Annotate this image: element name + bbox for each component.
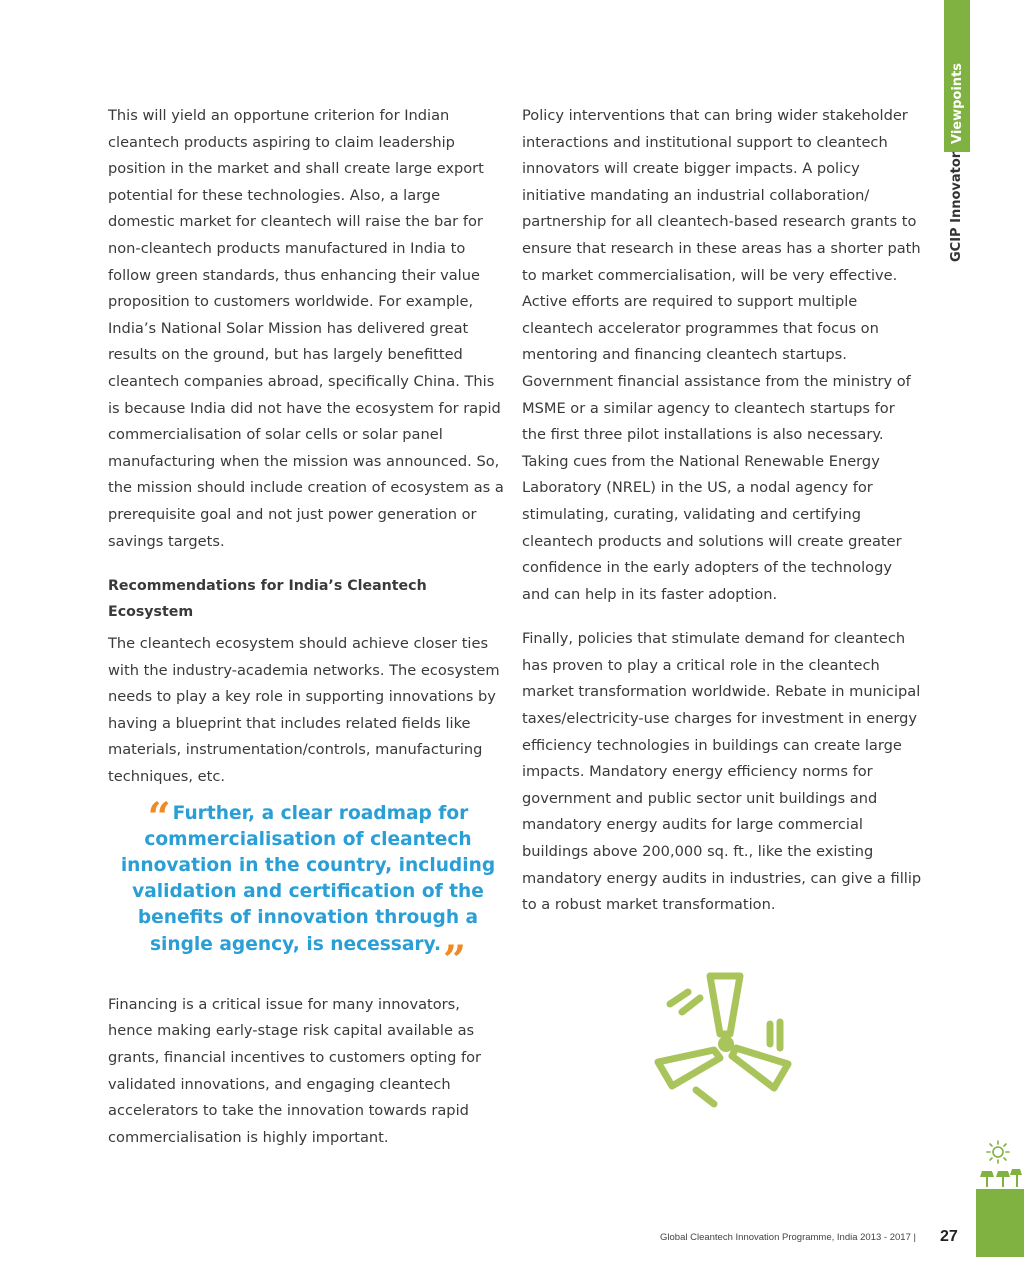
left-column — [108, 103, 508, 1151]
left-paragraph-3: Financing is a critical issue for many innovators, hence making early-stage risk capital available as grants, financial incentives to customers opting for validated innovations, and engaging cleantech accelerators to take the innovation towards rapid commercialisation is highly important. — [108, 995, 482, 1146]
solar-panel-icon — [976, 1167, 1024, 1189]
section-label: Viewpoints — [950, 62, 965, 144]
section-tab — [944, 0, 970, 262]
right-paragraph-1: Policy interventions that can bring wider stakeholder interactions and institutional support to cleantech innovators will create bigger impacts. A policy initiative mandating an industrial collaboration/ partnership for all cleantech-based research grants to ensure that research in these areas has a shorter path to market commercialisation, will be very effective. Active efforts are required to support multiple cleantech accelerator programmes that focus on mentoring and financing cleantech startups. Government financial assistance from the ministry of MSME or a similar agency to cleantech startups for the first three pilot installations is also necessary. Taking cues from the National Renewable Energy Laboratory (NREL) in the US, a nodal agency for stimulating, curating, validating and certifying cleantech products and solutions will create greater confidence in the early adopters of the technology and can help in its faster adoption. — [522, 107, 921, 603]
wind-turbine-icon — [648, 968, 800, 1114]
close-quote-icon: ” — [443, 936, 467, 984]
open-quote-icon: “ — [147, 793, 171, 841]
section-heading: Recommendations for India’s Cleantech Ecosystem — [108, 578, 427, 621]
section-title: GCIP Innovator — [949, 151, 964, 262]
pull-quote-text: Further, a clear roadmap for commercialisation of cleantech innovation in the country, including validation and certification of the benefits of innovation through a single agency, is necessary. — [120, 802, 496, 955]
page-number: 27 — [940, 1228, 958, 1245]
footer-green-block — [976, 1189, 1024, 1257]
right-column — [522, 103, 922, 919]
sun-icon — [986, 1140, 1010, 1164]
left-paragraph-1: This will yield an opportune criterion for Indian cleantech products aspiring to claim leadership position in the market and shall create large export potential for these technologies. Also, a large domestic market for cleantech will raise the bar for non-cleantech products manufactured in India to follow green standards, thus enhancing their value proposition to customers worldwide. For example, India’s National Solar Mission has delivered great results on the ground, but has largely benefitted cleantech companies abroad, specifically China. This is because India did not have the ecosystem for rapid commercialisation of solar cells or solar panel manufacturing when the mission was announced. So, the mission should include creation of ecosystem as a prerequisite goal and not just power generation or savings targets. — [108, 107, 504, 550]
left-paragraph-2: The cleantech ecosystem should achieve closer ties with the industry-academia networks. The ecosystem needs to play a key role in supporting innovations by having a blueprint that includes related fields like materials, instrumentation/controls, manufacturing techniques, etc. — [108, 635, 500, 786]
footer-publication-title: Global Cleantech Innovation Programme, India 2013 - 2017 | — [660, 1232, 916, 1243]
right-paragraph-2: Finally, policies that stimulate demand for cleantech has proven to play a critical role in the cleantech market transformation worldwide. Rebate in municipal taxes/electricity-use charges for investment in energy efficiency technologies in buildings can create large impacts. Mandatory energy efficiency norms for government and public sector unit buildings and mandatory energy audits for large commercial buildings above 200,000 sq. ft., like the existing mandatory energy audits in industries, can give a fillip to a robust market transformation. — [522, 630, 922, 914]
pull-quote — [108, 793, 508, 984]
